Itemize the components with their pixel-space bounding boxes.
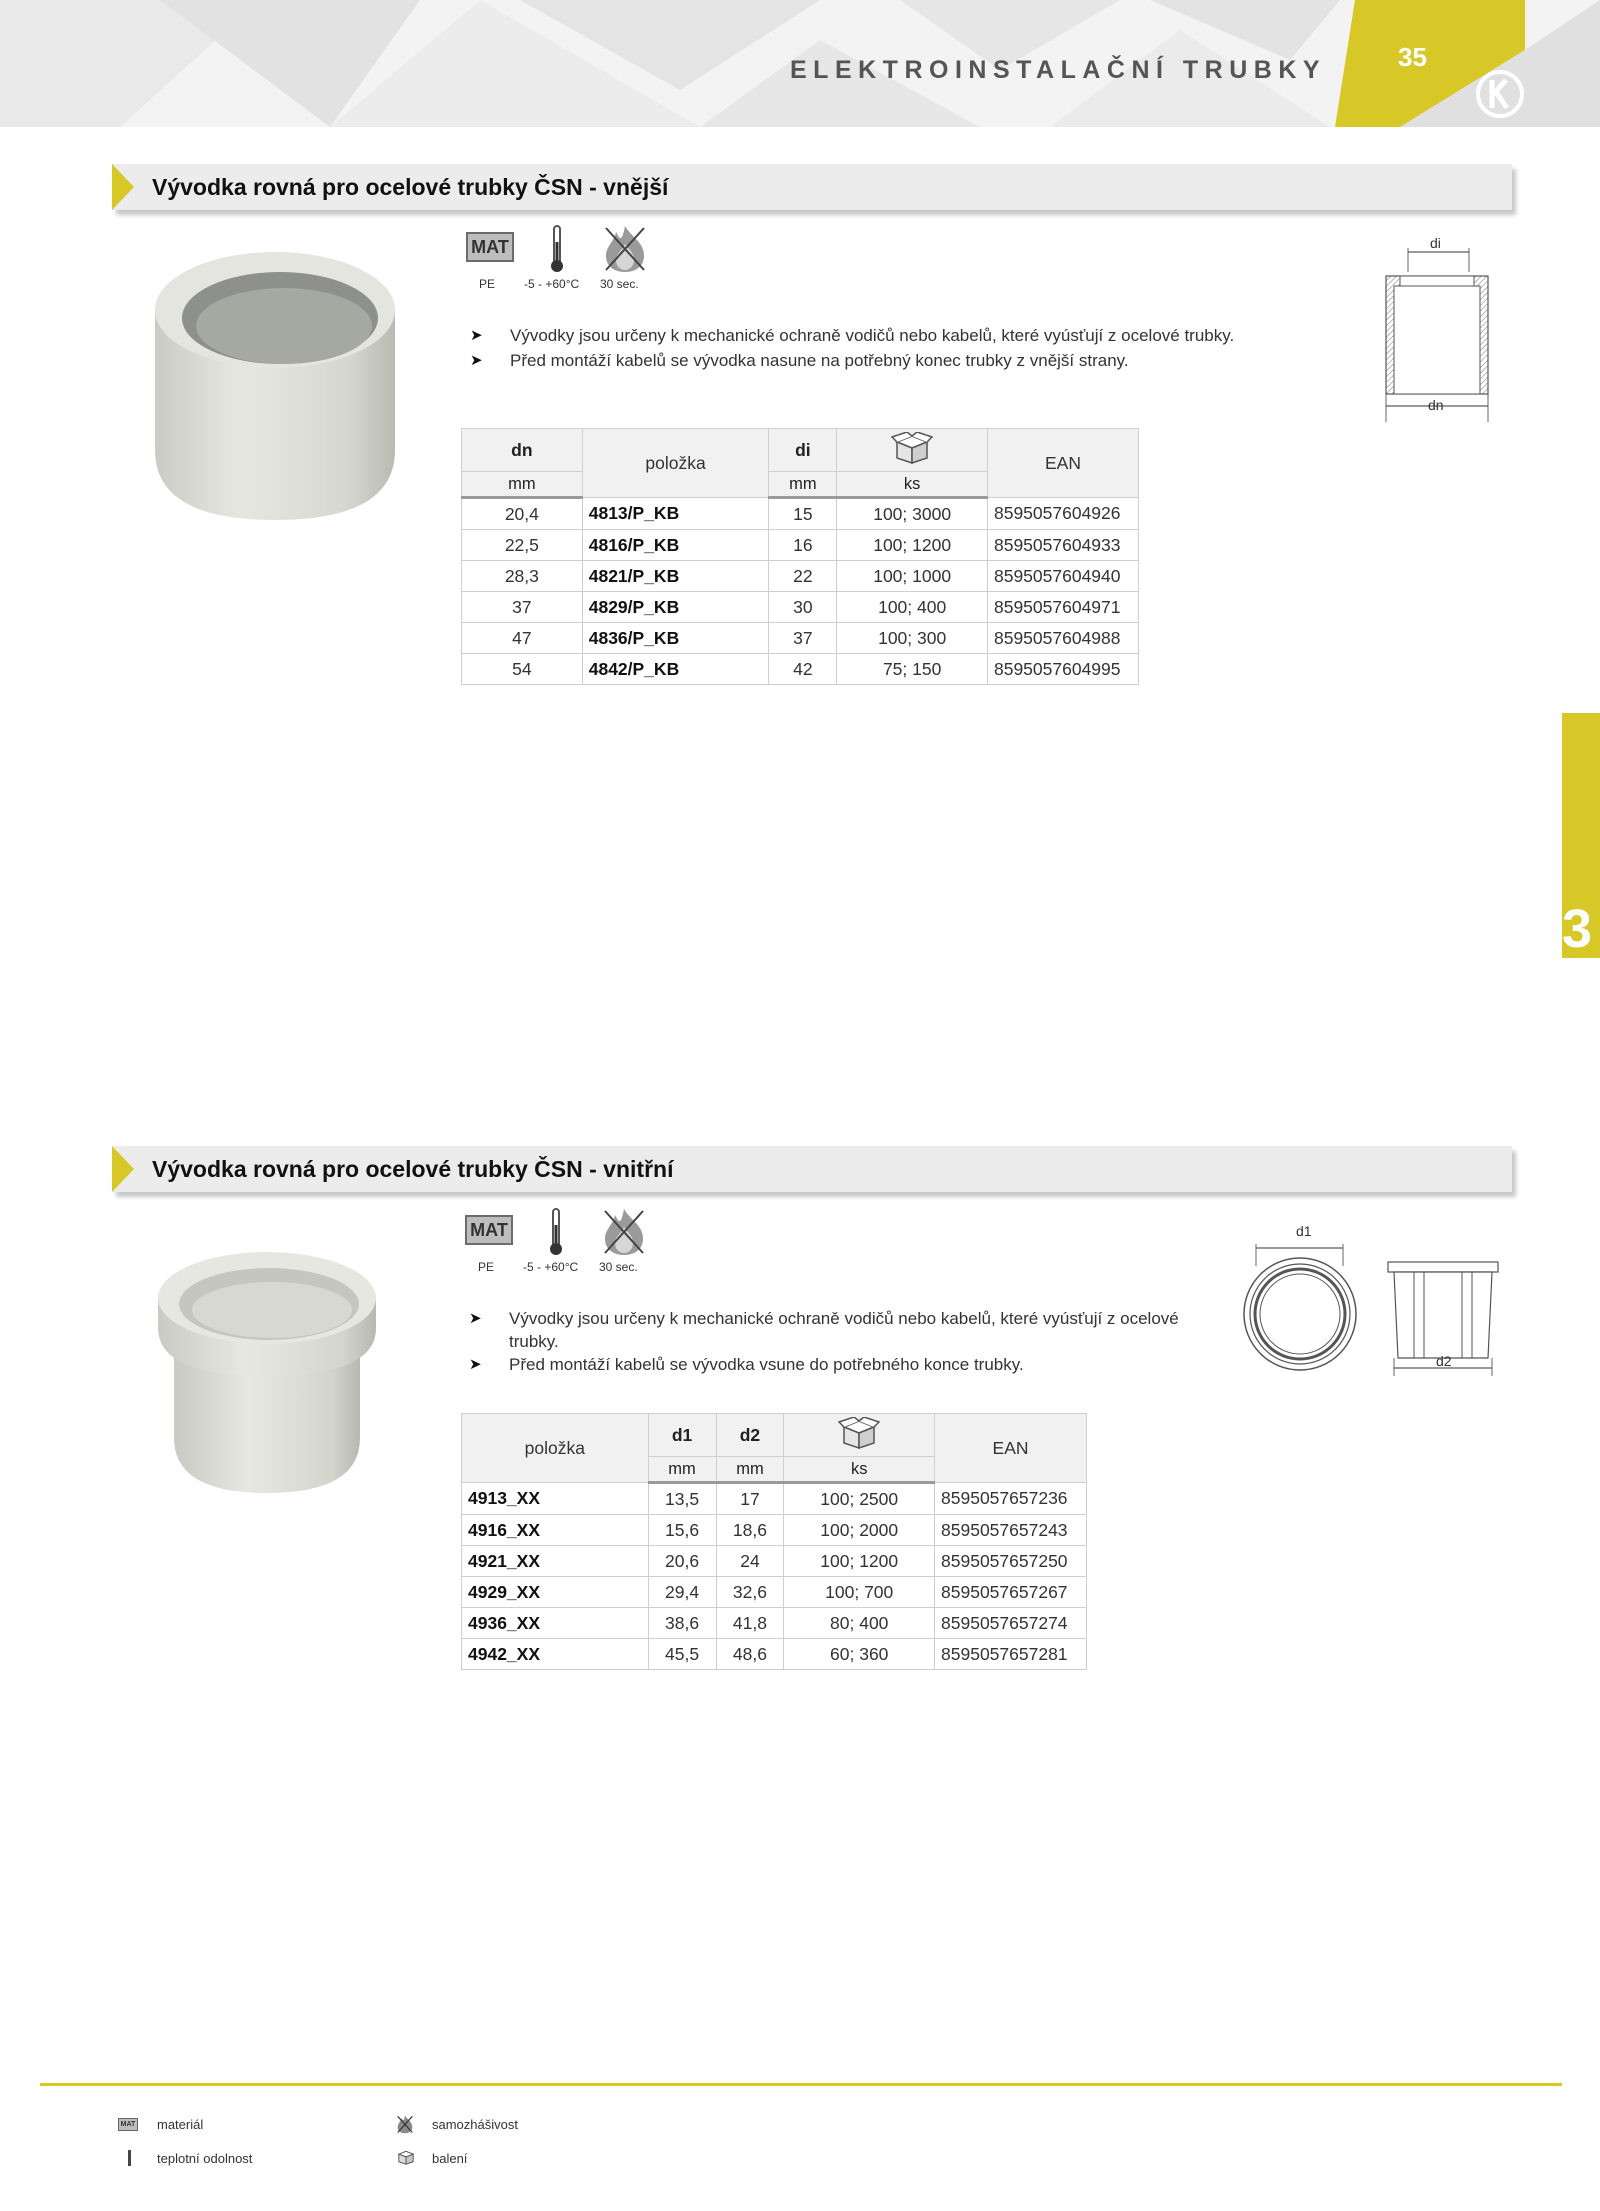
col-header-polozka: položka [462, 1414, 649, 1483]
list-item: ➤ Před montáží kabelů se vývodka vsune do potřebného konce trubky. [469, 1355, 1024, 1374]
section2-title: Vývodka rovná pro ocelové trubky ČSN - vnitřní [152, 1156, 674, 1182]
footer-divider [40, 2083, 1562, 2086]
page-number: 35 [1398, 42, 1427, 72]
table-row: 37 4829/P_KB 30 100; 400 8595057604971 [462, 592, 1139, 623]
legend-material: materiál [157, 2117, 204, 2132]
unit-d1: mm [648, 1457, 716, 1483]
col-header-dn: dn [462, 429, 583, 472]
material-caption: PE [478, 1260, 495, 1274]
col-header-polozka: položka [582, 429, 769, 498]
legend-temperature: teplotní odolnost [157, 2151, 253, 2166]
legend-self-extinguishing: samozhášivost [432, 2117, 518, 2132]
section2-bullets [469, 1307, 1189, 1376]
table-row: 28,3 4821/P_KB 22 100; 1000 8595057604940 [462, 561, 1139, 592]
col-header-d2: d2 [716, 1414, 784, 1457]
header-title: ELEKTROINSTALAČNÍ TRUBKY [790, 56, 1327, 84]
section2-table [461, 1413, 1087, 1670]
technical-drawing-inner [1240, 1218, 1510, 1378]
table-row: 4921_XX 20,6 24 100; 1200 8595057657250 [462, 1546, 1087, 1577]
unit-d2: mm [716, 1457, 784, 1483]
flame-caption: 30 sec. [600, 277, 639, 291]
thermometer-icon [548, 224, 566, 274]
section1-arrow-icon [112, 164, 134, 210]
col-header-d1: d1 [648, 1414, 716, 1457]
unit-di: mm [769, 472, 837, 498]
temperature-caption: -5 - +60°C [524, 277, 580, 291]
box-icon [838, 1417, 880, 1449]
col-header-ean: EAN [987, 429, 1138, 498]
drawing-label-dn: dn [1428, 397, 1444, 413]
list-item: ➤ Vývodky jsou určeny k mechanické ochraně vodičů nebo kabelů, které vyúsťují z ocelové trubky. [469, 1309, 1179, 1351]
list-item: ➤ Před montáží kabelů se vývodka nasune na potřebný konec trubky z vnější strany. [470, 348, 1330, 373]
drawing-label-d1: d1 [1296, 1223, 1312, 1239]
section1-table [461, 428, 1139, 685]
section1-title: Vývodka rovná pro ocelové trubky ČSN - vnější [152, 174, 669, 200]
brand-logo-icon [1474, 68, 1526, 120]
thermometer-icon [547, 1207, 565, 1257]
legend-flame-icon [396, 2114, 414, 2134]
technical-drawing-outer [1378, 232, 1498, 422]
col-header-packaging [837, 429, 988, 472]
table-row: 54 4842/P_KB 42 75; 150 8595057604995 [462, 654, 1139, 685]
drawing-label-d2: d2 [1436, 1353, 1452, 1369]
section2-header [112, 1146, 1512, 1192]
mat-badge-icon: MAT [466, 232, 514, 262]
flame-icon [601, 1205, 647, 1257]
table-row: 4929_XX 29,4 32,6 100; 700 8595057657267 [462, 1577, 1087, 1608]
chapter-number: 3 [1562, 899, 1593, 959]
bullet-arrow-icon: ➤ [469, 1310, 482, 1327]
unit-ks: ks [837, 472, 988, 498]
section2-arrow-icon [112, 1146, 134, 1192]
product-photo-inner [152, 1248, 382, 1498]
product-photo-outer [150, 250, 400, 530]
list-item: ➤ Vývodky jsou určeny k mechanické ochraně vodičů nebo kabelů, které vyúsťují z ocelové trubky. [470, 323, 1330, 348]
col-header-di: di [769, 429, 837, 472]
table-row: 4916_XX 15,6 18,6 100; 2000 8595057657243 [462, 1515, 1087, 1546]
section1-bullets [470, 323, 1330, 373]
legend-thermometer-icon [128, 2150, 131, 2166]
temperature-caption: -5 - +60°C [523, 1260, 579, 1274]
flame-icon [602, 222, 648, 274]
legend-box-icon [396, 2149, 416, 2165]
bullet-arrow-icon: ➤ [470, 352, 483, 369]
table-row: 4942_XX 45,5 48,6 60; 360 8595057657281 [462, 1639, 1087, 1670]
col-header-packaging [784, 1414, 935, 1457]
material-caption: PE [479, 277, 496, 291]
table-row: 4936_XX 38,6 41,8 80; 400 8595057657274 [462, 1608, 1087, 1639]
mat-badge-icon: MAT [465, 1215, 513, 1245]
table-row: 20,4 4813/P_KB 15 100; 3000 8595057604926 [462, 498, 1139, 530]
table-row: 4913_XX 13,5 17 100; 2500 8595057657236 [462, 1483, 1087, 1515]
col-header-ean: EAN [935, 1414, 1087, 1483]
bullet-arrow-icon: ➤ [469, 1356, 482, 1373]
unit-dn: mm [462, 472, 583, 498]
unit-ks: ks [784, 1457, 935, 1483]
bullet-arrow-icon: ➤ [470, 327, 483, 344]
legend-mat-icon: MAT [118, 2118, 138, 2131]
table-row: 22,5 4816/P_KB 16 100; 1200 8595057604933 [462, 530, 1139, 561]
drawing-label-di: di [1430, 235, 1441, 251]
flame-caption: 30 sec. [599, 1260, 638, 1274]
table-row: 47 4836/P_KB 37 100; 300 8595057604988 [462, 623, 1139, 654]
box-icon [891, 432, 933, 464]
legend-packaging: balení [432, 2151, 468, 2166]
section1-header [112, 164, 1512, 210]
